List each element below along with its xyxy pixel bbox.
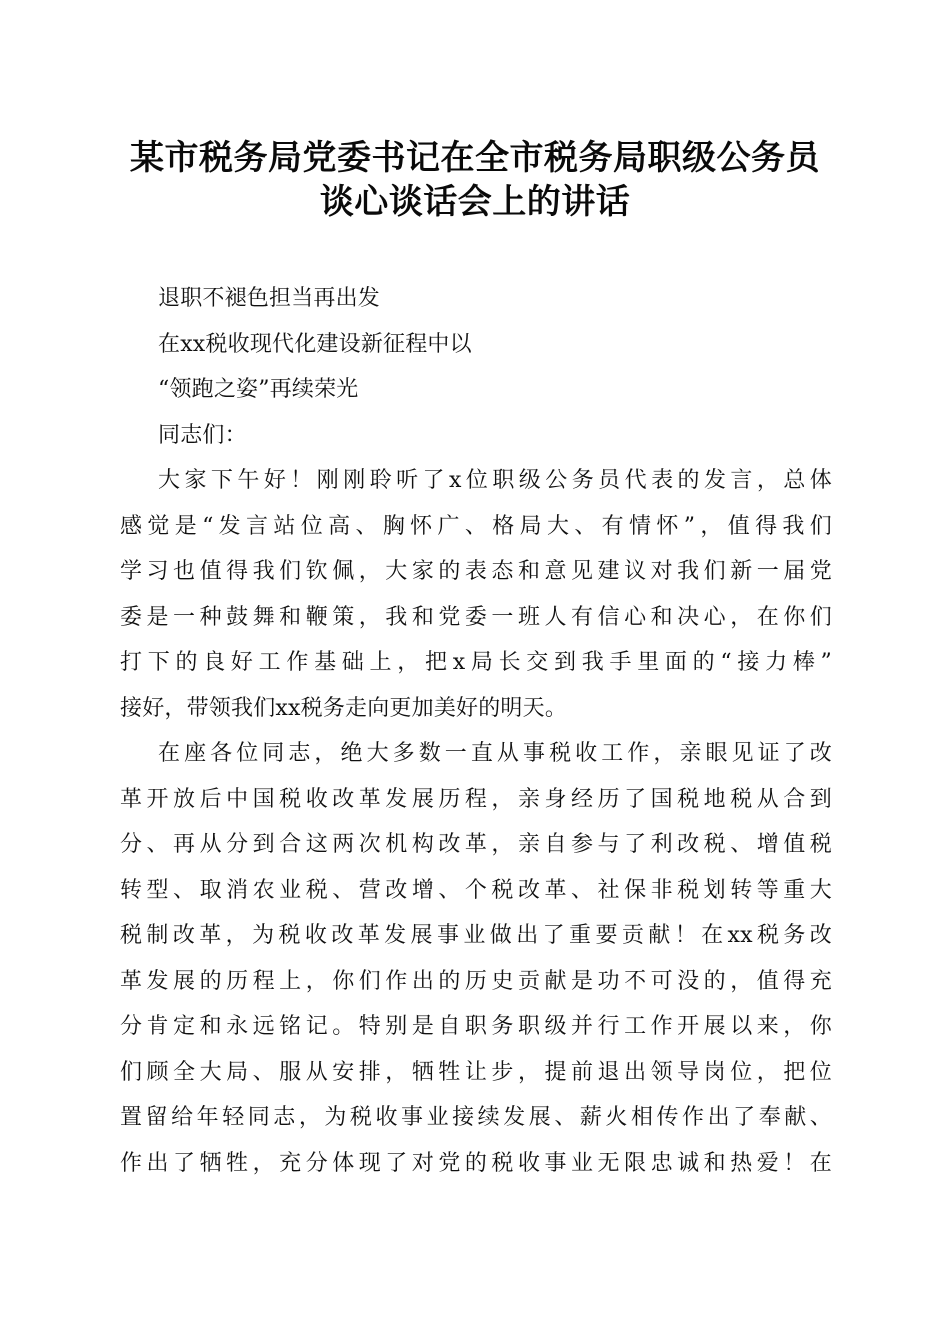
paragraph-2-line: 们顾全大局、服从安排，牺牲让步，提前退出领导岗位，把位 — [120, 1059, 832, 1085]
paragraph-2-line: 作出了牺牲，充分体现了对党的税收事业无限忠诚和热爱！在 — [120, 1150, 832, 1176]
paragraph-1-line: 学习也值得我们钦佩，大家的表态和意见建议对我们新一届党 — [120, 559, 832, 584]
paragraph-2-line: 转型、取消农业税、营改增、个税改革、社保非税划转等重大 — [120, 877, 832, 903]
document-body — [120, 276, 832, 1186]
paragraph-2-line: 置留给年轻同志，为税收事业接续发展、薪火相传作出了奉献、 — [120, 1105, 832, 1130]
paragraph-2-line: 税制改革，为税收改革发展事业做出了重要贡献！在xx税务改 — [120, 923, 832, 948]
subtitle-line: 退职不褪色担当再出发 — [158, 286, 381, 311]
title-line: 某市税务局党委书记在全市税务局职级公务员 — [130, 138, 820, 178]
paragraph-2-line: 分肯定和永远铭记。特别是自职务职级并行工作开展以来，你 — [120, 1014, 832, 1039]
paragraph-1-line: 接好，带领我们xx税务走向更加美好的明天。 — [120, 695, 568, 721]
salutation: 同志们： — [158, 422, 247, 448]
paragraph-2-line: 分、再从分到合这两次机构改革，亲自参与了利改税、增值税 — [120, 832, 832, 857]
document-title — [0, 136, 950, 224]
paragraph-1-line: 感觉是“发言站位高、胸怀广、格局大、有情怀”，值得我们 — [120, 513, 832, 539]
paragraph-1-line: 大家下午好！刚刚聆听了x位职级公务员代表的发言，总体 — [158, 468, 832, 493]
title-line: 谈心谈话会上的讲话 — [319, 182, 631, 222]
paragraph-2-line: 革开放后中国税收改革发展历程，亲身经历了国税地税从合到 — [120, 786, 832, 812]
paragraph-2-line: 革发展的历程上，你们作出的历史贡献是功不可没的，值得充 — [120, 968, 832, 994]
paragraph-2-line: 在座各位同志，绝大多数一直从事税收工作，亲眼见证了改 — [158, 741, 832, 766]
paragraph-1-line: 打下的良好工作基础上，把x局长交到我手里面的“接力棒” — [120, 650, 832, 675]
subtitle-line: “领跑之姿”再续荣光 — [158, 377, 359, 402]
paragraph-1-line: 委是一种鼓舞和鞭策，我和党委一班人有信心和决心，在你们 — [120, 604, 832, 630]
subtitle-line: 在xx税收现代化建设新征程中以 — [158, 331, 472, 357]
